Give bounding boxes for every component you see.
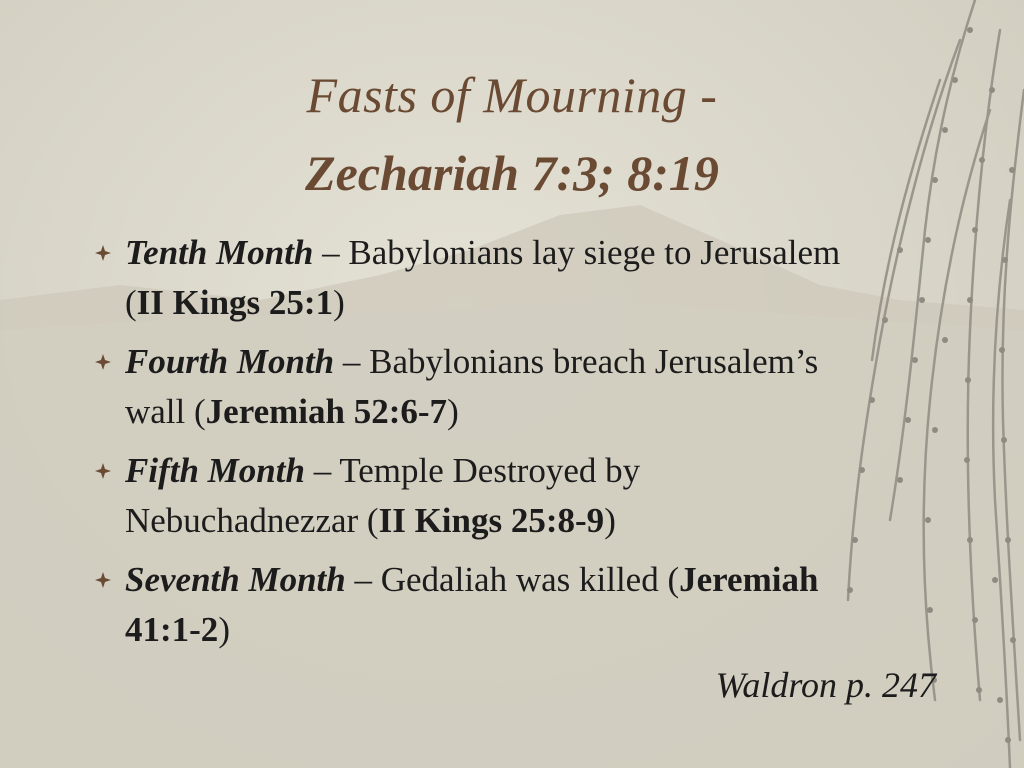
month-name: Tenth Month: [125, 233, 314, 272]
dash: –: [345, 560, 381, 599]
bullet-list: [90, 228, 880, 664]
close-paren: ): [333, 283, 345, 322]
event-text: Babylonians lay siege to Jerusalem (: [125, 233, 841, 322]
scripture-reference: Jeremiah 52:6-7: [205, 392, 448, 431]
four-point-star-icon: [95, 245, 111, 261]
four-point-star-icon: [95, 354, 111, 370]
scripture-reference: II Kings 25:8-9: [378, 501, 605, 540]
list-item: [90, 446, 880, 546]
dash: –: [334, 342, 370, 381]
month-name: Fifth Month: [125, 451, 305, 490]
dash: –: [304, 451, 340, 490]
month-name: Fourth Month: [125, 342, 335, 381]
close-paren: ): [447, 392, 459, 431]
event-text: Babylonians breach Jerusalem’s wall (: [125, 342, 819, 431]
list-item: [90, 337, 880, 437]
scripture-reference: II Kings 25:1: [136, 283, 334, 322]
slide-title-line2: Zechariah 7:3; 8:19: [305, 145, 719, 201]
four-point-star-icon: [95, 463, 111, 479]
source-citation: Waldron p. 247: [715, 665, 936, 705]
four-point-star-icon: [95, 572, 111, 588]
event-text: Gedaliah was killed (: [380, 560, 680, 599]
list-item: [90, 555, 880, 655]
close-paren: ): [604, 501, 616, 540]
event-text: Temple Destroyed by Nebuchadnezzar (: [125, 451, 641, 540]
scripture-reference: Jeremiah 41:1-2: [125, 560, 819, 649]
dash: –: [313, 233, 349, 272]
list-item: [90, 228, 880, 328]
month-name: Seventh Month: [125, 560, 346, 599]
slide-title-line1: Fasts of Mourning -: [306, 67, 718, 123]
close-paren: ): [218, 610, 230, 649]
